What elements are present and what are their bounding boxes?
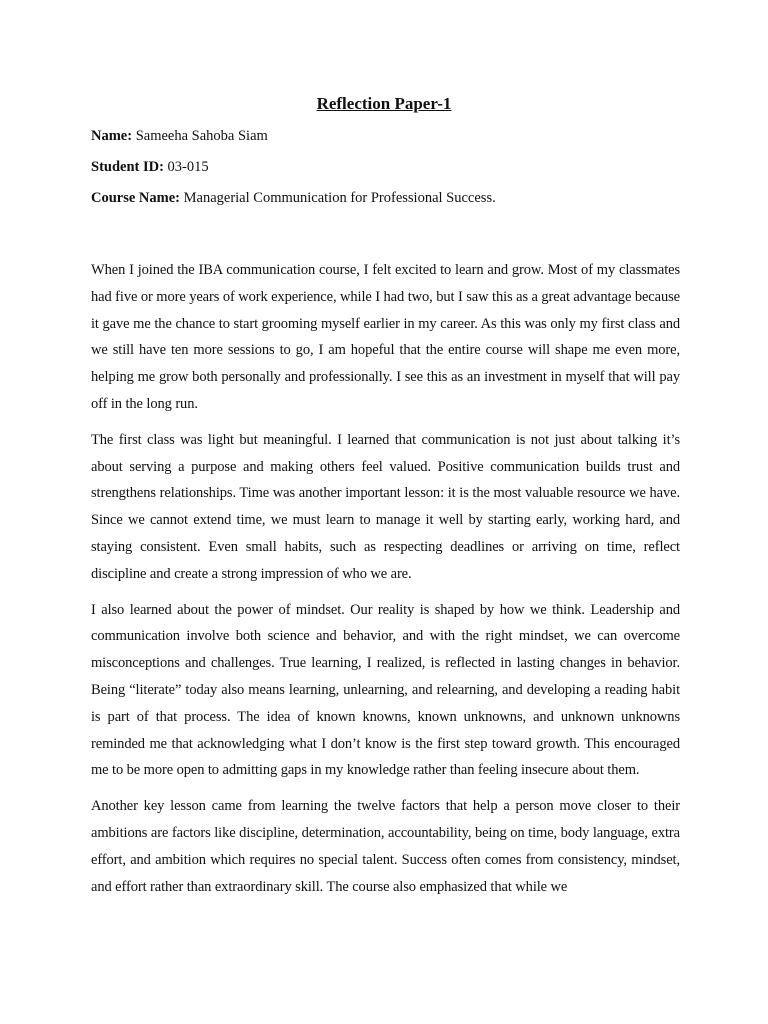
page-title: Reflection Paper-1 bbox=[316, 94, 452, 113]
course-name-value: Managerial Communication for Professional Success. bbox=[183, 190, 496, 206]
course-name-line bbox=[91, 188, 681, 208]
paragraph: Another key lesson came from learning the twelve factors that help a person move closer to their ambitions are factors like discipline, determination, accountability, being on time, body language, extra effort, and ambition which requires no special talent. Success often comes from consistency, mindset, and effort rather than extraordinary skill. The course also emphasized that while we bbox=[91, 798, 680, 895]
student-id-line bbox=[91, 157, 681, 177]
student-name-line bbox=[91, 126, 681, 146]
paragraph: The first class was light but meaningful. I learned that communication is not just about talking it’s about serving a purpose and making others feel valued. Positive communication builds trust and strengthens relationships. Time was another important lesson: it is the most valuable resource we have. Since we cannot extend time, we must learn to manage it well by starting early, working hard, and staying consistent. Even small habits, such as respecting deadlines or arriving on time, reflect discipline and create a strong impression of who we are. bbox=[91, 431, 680, 582]
course-name-label: Course Name: bbox=[91, 190, 180, 206]
student-name-label: Name: bbox=[91, 128, 133, 144]
paragraph: When I joined the IBA communication course, I felt excited to learn and grow. Most of my classmates had five or more years of work experience, while I had two, but I saw this as a great advantage because it gave me the chance to start grooming myself earlier in my career. As this was only my first class and we still have ten more sessions to go, I am hopeful that the entire course will shape me even more, helping me grow both personally and professionally. I see this as an investment in myself that will pay off in the long run. bbox=[91, 262, 680, 412]
paragraph: I also learned about the power of mindset. Our reality is shaped by how we think. Leadership and communication involve both science and behavior, and with the right mindset, we can overcome misconceptions and challenges. True learning, I realized, is reflected in lasting changes in behavior. Being “literate” today also means learning, unlearning, and relearning, and developing a reading habit is part of that process. The idea of known knowns, known unknowns, and unknown unknowns reminded me that acknowledging what I don’t know is the first step toward growth. This encouraged me to be more open to admitting gaps in my knowledge rather than feeling insecure about them. bbox=[91, 601, 680, 779]
student-id-value: 03-015 bbox=[167, 159, 209, 175]
reflection-body bbox=[91, 257, 680, 909]
student-name-value: Sameeha Sahoba Siam bbox=[135, 128, 268, 144]
student-id-label: Student ID: bbox=[91, 159, 164, 175]
